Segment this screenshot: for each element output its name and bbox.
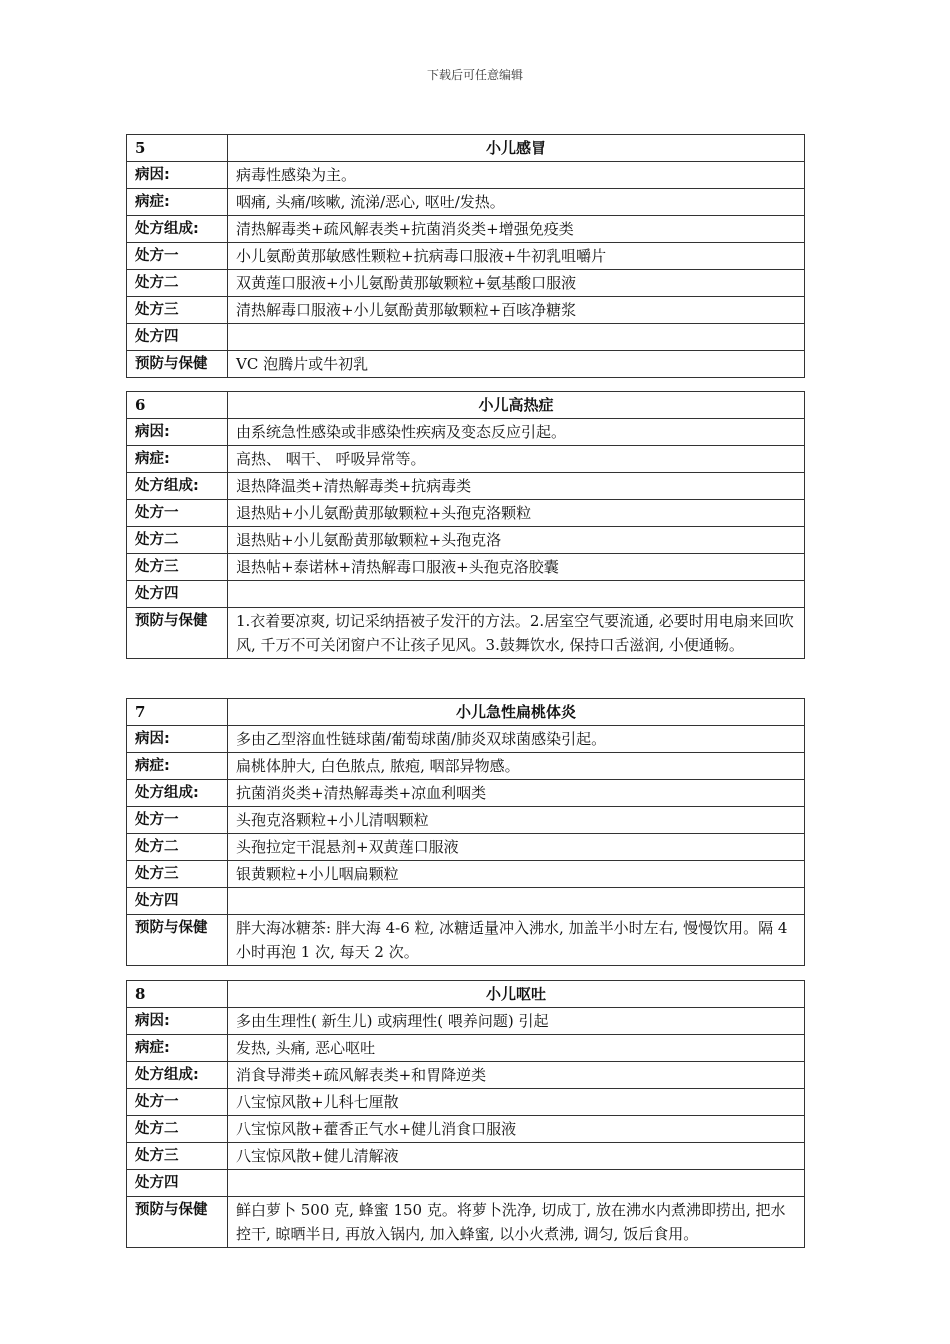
row-label: 病症: xyxy=(127,753,228,780)
row-value: 发热, 头痛, 恶心呕吐 xyxy=(228,1035,805,1062)
table-row xyxy=(127,1143,805,1170)
table-row xyxy=(127,1170,805,1197)
table-row xyxy=(127,297,805,324)
table-header-row xyxy=(127,699,805,726)
row-label: 处方组成: xyxy=(127,473,228,500)
table-row xyxy=(127,189,805,216)
table-row xyxy=(127,581,805,608)
row-label: 处方四 xyxy=(127,888,228,915)
table-row xyxy=(127,1089,805,1116)
row-value: VC 泡腾片或牛初乳 xyxy=(228,351,805,378)
prescription-table xyxy=(126,980,805,1248)
table-row xyxy=(127,753,805,780)
prescription-table xyxy=(126,134,805,378)
row-value: 清热解毒类+疏风解表类+抗菌消炎类+增强免疫类 xyxy=(228,216,805,243)
row-value: 咽痛, 头痛/咳嗽, 流涕/恶心, 呕吐/发热。 xyxy=(228,189,805,216)
row-label: 预防与保健 xyxy=(127,351,228,378)
row-label: 病因: xyxy=(127,419,228,446)
row-label: 病因: xyxy=(127,1008,228,1035)
row-value: 清热解毒口服液+小儿氨酚黄那敏颗粒+百咳净糖浆 xyxy=(228,297,805,324)
row-label: 病症: xyxy=(127,446,228,473)
table-header-row xyxy=(127,392,805,419)
row-value: 头孢克洛颗粒+小儿清咽颗粒 xyxy=(228,807,805,834)
table-row xyxy=(127,527,805,554)
section-number: 8 xyxy=(127,981,228,1008)
table-row xyxy=(127,915,805,966)
row-label: 病症: xyxy=(127,189,228,216)
row-label: 处方组成: xyxy=(127,1062,228,1089)
row-value xyxy=(228,324,805,351)
row-value: 退热帖+泰诺林+清热解毒口服液+头孢克洛胶囊 xyxy=(228,554,805,581)
row-value: 退热贴+小儿氨酚黄那敏颗粒+头孢克洛颗粒 xyxy=(228,500,805,527)
row-label: 处方一 xyxy=(127,807,228,834)
prescription-table xyxy=(126,391,805,659)
table-row xyxy=(127,834,805,861)
table-row xyxy=(127,162,805,189)
row-label: 处方四 xyxy=(127,581,228,608)
row-value: 退热贴+小儿氨酚黄那敏颗粒+头孢克洛 xyxy=(228,527,805,554)
page-header: 下载后可任意编辑 xyxy=(426,68,523,82)
row-value: 头孢拉定干混悬剂+双黄莲口服液 xyxy=(228,834,805,861)
row-label: 处方一 xyxy=(127,243,228,270)
row-value: 高热、 咽干、 呼吸异常等。 xyxy=(228,446,805,473)
table-row xyxy=(127,861,805,888)
section-number: 7 xyxy=(127,699,228,726)
row-label: 处方三 xyxy=(127,297,228,324)
row-label: 处方组成: xyxy=(127,216,228,243)
row-value xyxy=(228,581,805,608)
row-value: 八宝惊风散+儿科七厘散 xyxy=(228,1089,805,1116)
row-label: 病症: xyxy=(127,1035,228,1062)
table-header-row xyxy=(127,135,805,162)
row-value: 抗菌消炎类+清热解毒类+凉血利咽类 xyxy=(228,780,805,807)
section-title: 小儿急性扁桃体炎 xyxy=(228,699,805,726)
row-label: 处方二 xyxy=(127,527,228,554)
row-label: 处方组成: xyxy=(127,780,228,807)
row-label: 预防与保健 xyxy=(127,1197,228,1248)
section-title: 小儿高热症 xyxy=(228,392,805,419)
row-label: 处方三 xyxy=(127,1143,228,1170)
section-title: 小儿呕吐 xyxy=(228,981,805,1008)
row-value: 小儿氨酚黄那敏感性颗粒+抗病毒口服液+牛初乳咀嚼片 xyxy=(228,243,805,270)
table-row xyxy=(127,351,805,378)
table-row xyxy=(127,216,805,243)
prescription-table xyxy=(126,698,805,966)
table-header-row xyxy=(127,981,805,1008)
table-row xyxy=(127,807,805,834)
row-label: 预防与保健 xyxy=(127,915,228,966)
section-number: 5 xyxy=(127,135,228,162)
row-value: 多由乙型溶血性链球菌/葡萄球菌/肺炎双球菌感染引起。 xyxy=(228,726,805,753)
row-label: 预防与保健 xyxy=(127,608,228,659)
table-row xyxy=(127,419,805,446)
table-row xyxy=(127,1116,805,1143)
row-value: 由系统急性感染或非感染性疾病及变态反应引起。 xyxy=(228,419,805,446)
row-value: 扁桃体肿大, 白色脓点, 脓疱, 咽部异物感。 xyxy=(228,753,805,780)
table-row xyxy=(127,446,805,473)
row-label: 处方二 xyxy=(127,1116,228,1143)
row-value: 1.衣着要凉爽, 切记采纳捂被子发汗的方法。2.居室空气要流通, 必要时用电扇来回吹风, 千万不可关闭窗户不让孩子见风。3.鼓舞饮水, 保持口舌滋润, 小便通畅。 xyxy=(228,608,805,659)
table-row xyxy=(127,780,805,807)
row-value: 银黄颗粒+小儿咽扁颗粒 xyxy=(228,861,805,888)
row-value: 双黄莲口服液+小儿氨酚黄那敏颗粒+氨基酸口服液 xyxy=(228,270,805,297)
row-value: 八宝惊风散+健儿清解液 xyxy=(228,1143,805,1170)
row-label: 处方三 xyxy=(127,554,228,581)
row-value xyxy=(228,888,805,915)
section-number: 6 xyxy=(127,392,228,419)
row-value: 胖大海冰糖茶: 胖大海 4-6 粒, 冰糖适量冲入沸水, 加盖半小时左右, 慢慢饮用。隔 4 小时再泡 1 次, 每天 2 次。 xyxy=(228,915,805,966)
row-value: 八宝惊风散+藿香正气水+健儿消食口服液 xyxy=(228,1116,805,1143)
section-title: 小儿感冒 xyxy=(228,135,805,162)
row-value: 病毒性感染为主。 xyxy=(228,162,805,189)
row-label: 处方四 xyxy=(127,1170,228,1197)
row-label: 处方三 xyxy=(127,861,228,888)
row-value: 退热降温类+清热解毒类+抗病毒类 xyxy=(228,473,805,500)
row-label: 处方四 xyxy=(127,324,228,351)
row-label: 处方二 xyxy=(127,834,228,861)
table-row xyxy=(127,1035,805,1062)
row-value: 鲜白萝卜 500 克, 蜂蜜 150 克。将萝卜洗净, 切成丁, 放在沸水内煮沸即捞出, 把水控干, 晾晒半日, 再放入锅内, 加入蜂蜜, 以小火煮沸, 调匀, 饭后食用。 xyxy=(228,1197,805,1248)
table-row xyxy=(127,608,805,659)
row-label: 处方二 xyxy=(127,270,228,297)
table-row xyxy=(127,1197,805,1248)
table-row xyxy=(127,500,805,527)
table-row xyxy=(127,888,805,915)
table-row xyxy=(127,554,805,581)
table-row xyxy=(127,324,805,351)
table-row xyxy=(127,270,805,297)
row-label: 处方一 xyxy=(127,1089,228,1116)
row-value xyxy=(228,1170,805,1197)
table-row xyxy=(127,1062,805,1089)
row-value: 多由生理性( 新生儿) 或病理性( 喂养问题) 引起 xyxy=(228,1008,805,1035)
row-value: 消食导滞类+疏风解表类+和胃降逆类 xyxy=(228,1062,805,1089)
table-row xyxy=(127,1008,805,1035)
table-row xyxy=(127,473,805,500)
table-row xyxy=(127,726,805,753)
table-row xyxy=(127,243,805,270)
row-label: 病因: xyxy=(127,726,228,753)
row-label: 处方一 xyxy=(127,500,228,527)
row-label: 病因: xyxy=(127,162,228,189)
